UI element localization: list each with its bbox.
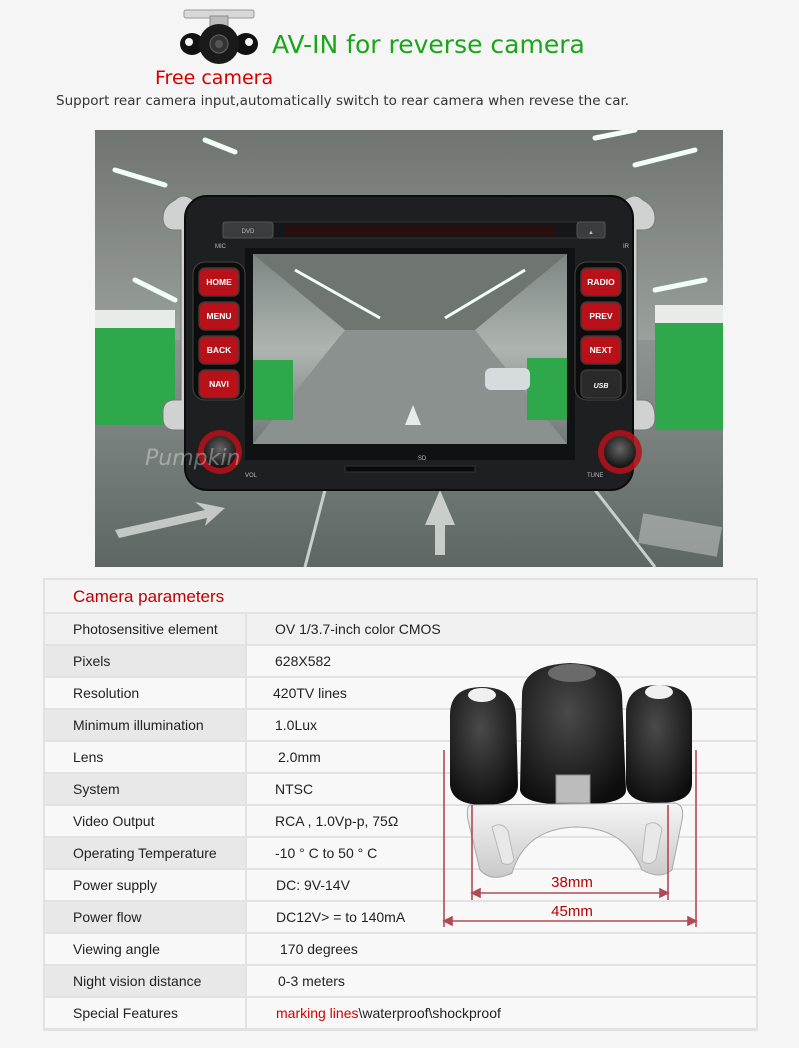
ir-label: IR (623, 244, 629, 250)
table-row (45, 998, 756, 1028)
special-feature-rest: \waterproof\shockproof (358, 1005, 501, 1021)
row-label: Power flow (45, 902, 245, 932)
row-value: OV 1/3.7-inch color CMOS (247, 614, 756, 644)
row-label: Video Output (45, 806, 245, 836)
row-label: Photosensitive element (45, 614, 245, 644)
row-value: 170 degrees (247, 934, 756, 964)
row-value: -10 ° C to 50 ° C (247, 838, 756, 868)
row-value: NTSC (247, 774, 756, 804)
row-value: DC: 9V-14V (247, 870, 756, 900)
mic-label: MIC (215, 244, 226, 250)
row-label: Viewing angle (45, 934, 245, 964)
usb-port-label: USB (593, 383, 609, 390)
dvd-button-label: DVD (241, 229, 255, 235)
lens-icon (548, 664, 596, 682)
page-title: AV-IN for reverse camera (272, 30, 585, 59)
inner-width-label: 38mm (551, 874, 593, 891)
row-value: 1.0Lux (247, 710, 756, 740)
left-button-column (193, 262, 245, 400)
special-feature-highlight: marking lines (276, 1005, 359, 1021)
row-value: 628X582 (247, 646, 756, 676)
brand-watermark: Pumpkin (145, 446, 241, 471)
row-label: Night vision distance (45, 966, 245, 996)
row-value: RCA , 1.0Vp-p, 75Ω (247, 806, 756, 836)
home-button-label: HOME (206, 277, 232, 287)
free-camera-label: Free camera (155, 67, 274, 89)
prev-button-label: PREV (589, 311, 613, 321)
next-button-label: NEXT (589, 345, 613, 355)
head-unit-photo (95, 130, 723, 567)
row-label: Operating Temperature (45, 838, 245, 868)
menu-button-label: MENU (206, 311, 232, 321)
left-led-pod-icon (450, 687, 518, 805)
navi-button-label: NAVI (209, 379, 229, 389)
camera-dimension-figure (430, 655, 710, 940)
vol-label: VOL (245, 473, 258, 479)
right-button-column (575, 262, 627, 400)
right-led-pod-icon (626, 685, 692, 803)
outer-width-label: 45mm (551, 903, 593, 920)
row-label: Resolution (45, 678, 245, 708)
row-value: DC12V> = to 140mA (247, 902, 756, 932)
table-header (45, 580, 756, 612)
row-label: Special Features (45, 998, 245, 1028)
table-heading: Camera parameters (73, 587, 225, 606)
table-row (45, 966, 756, 996)
row-label: Minimum illumination (45, 710, 245, 740)
camera-thumbnail-icon (172, 8, 267, 68)
radio-button-label: RADIO (587, 277, 615, 287)
row-value: 2.0mm (247, 742, 756, 772)
row-label: Power supply (45, 870, 245, 900)
row-label: System (45, 774, 245, 804)
row-label: Pixels (45, 646, 245, 676)
back-button-label: BACK (206, 345, 232, 355)
row-value: 0-3 meters (247, 966, 756, 996)
tune-label: TUNE (587, 473, 604, 479)
table-row (45, 614, 756, 644)
eject-button-label: ▲ (588, 230, 594, 236)
sd-label: SD (417, 456, 427, 462)
row-label: Lens (45, 742, 245, 772)
row-value: 420TV lines (247, 678, 756, 708)
row-value (247, 998, 756, 1028)
support-description: Support rear camera input,automatically switch to rear camera when revese the car. (56, 93, 630, 109)
